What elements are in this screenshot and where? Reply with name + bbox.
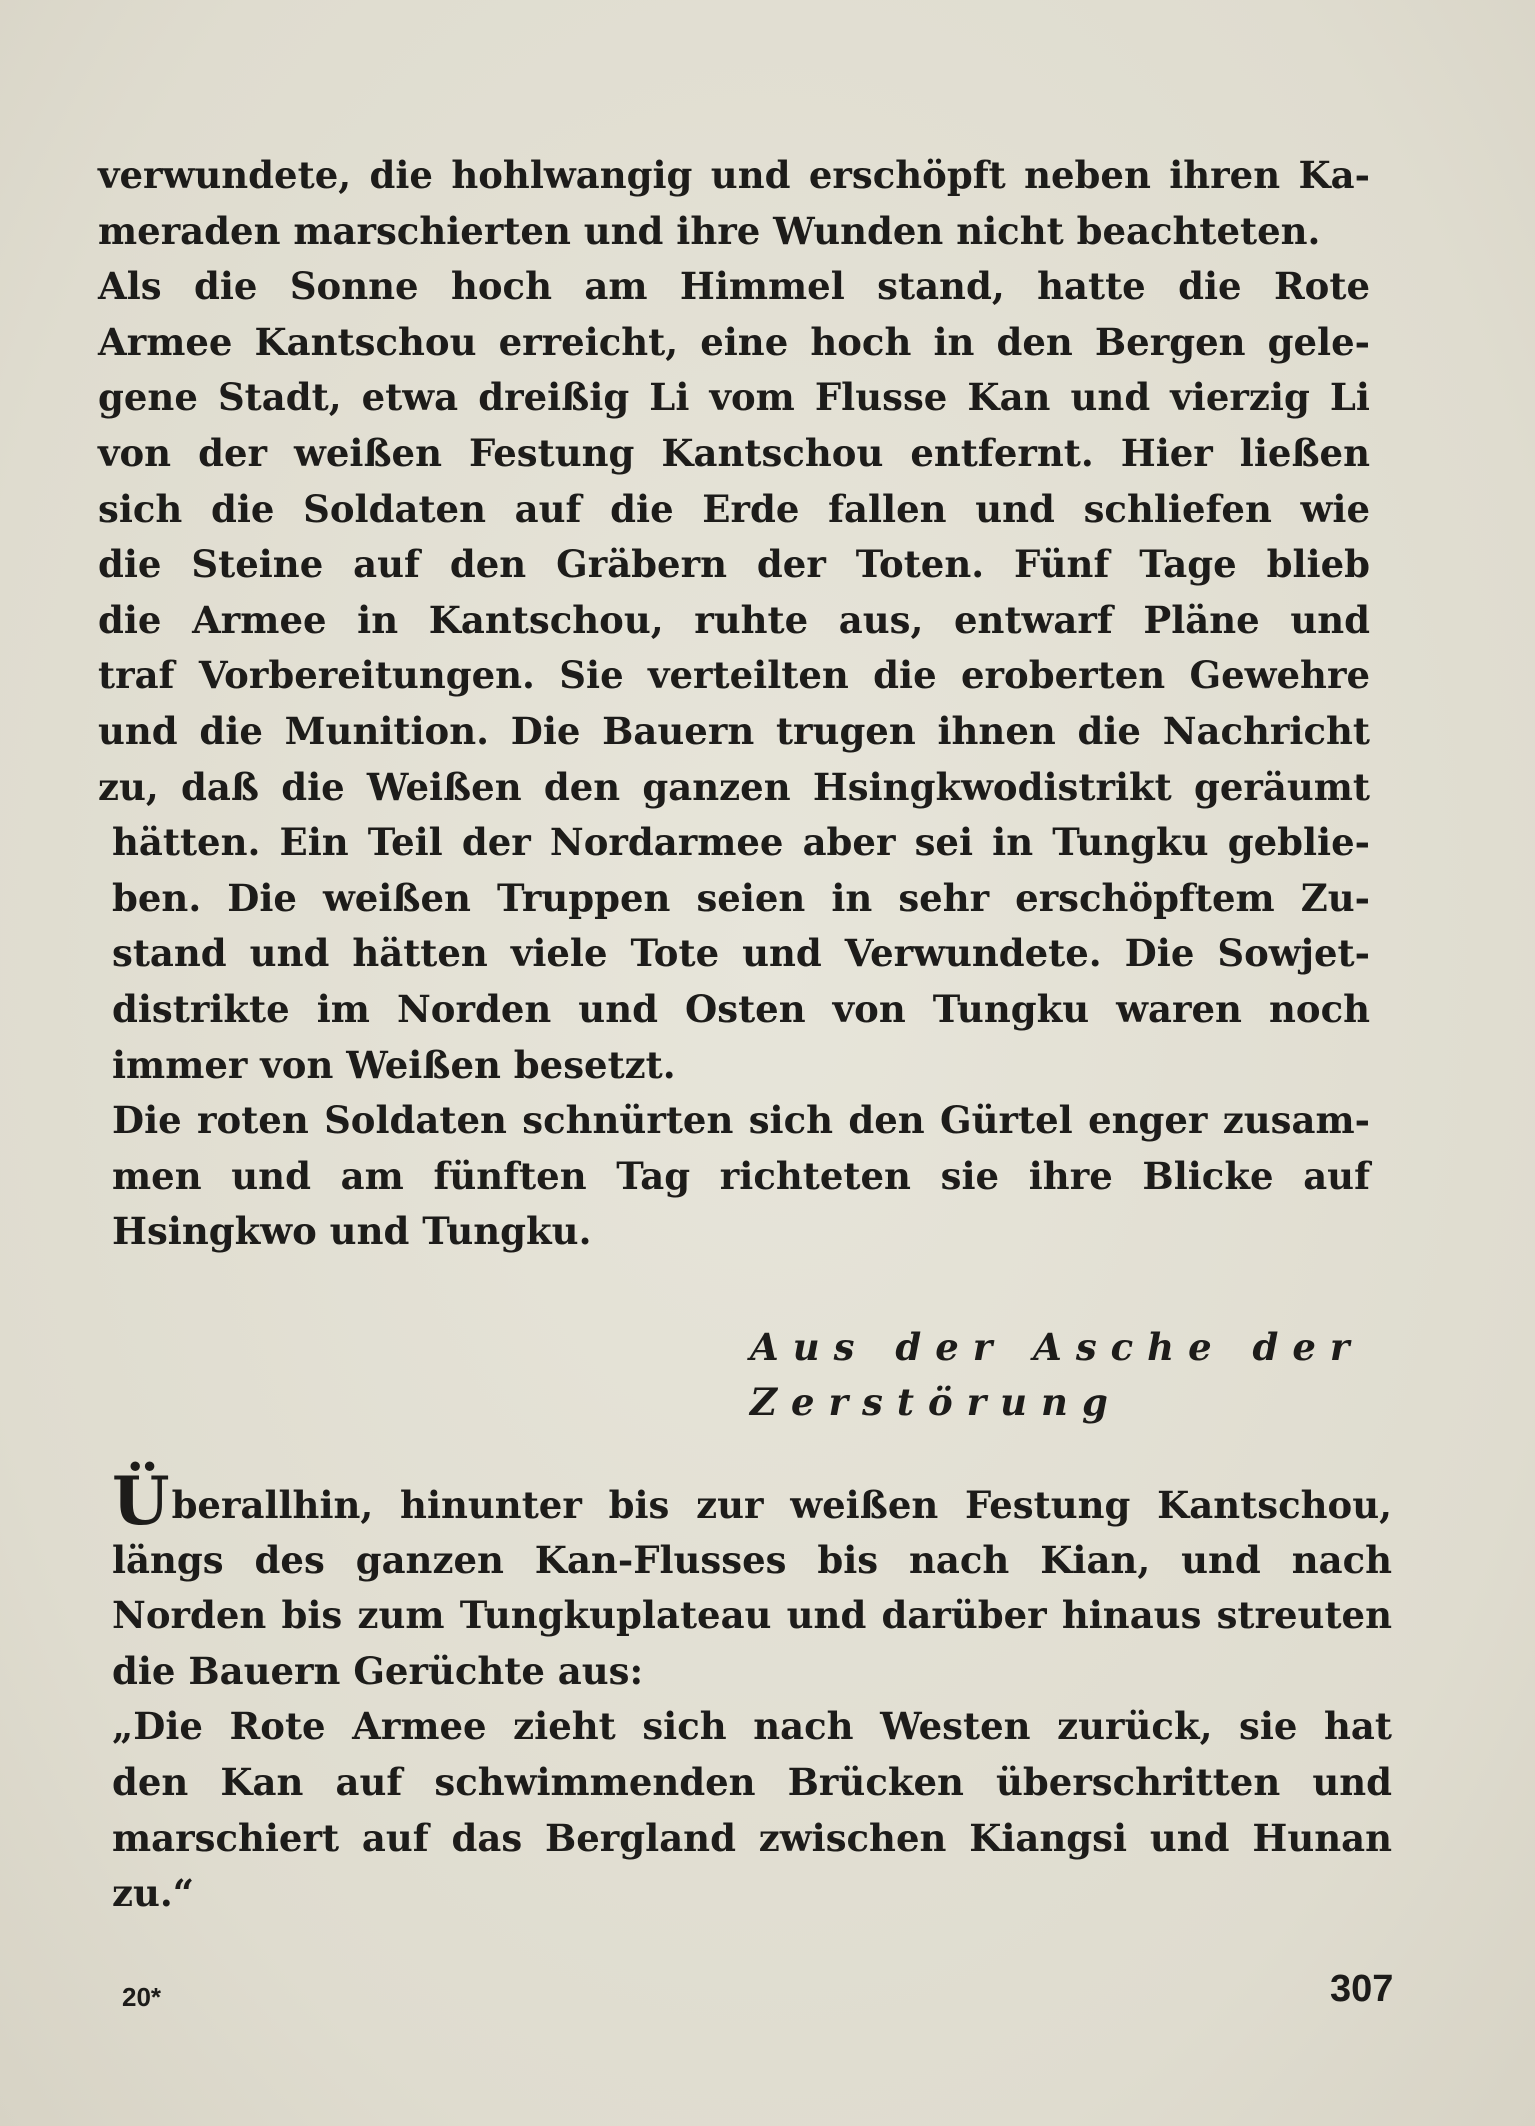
text-line: Armee Kantschou erreicht, eine hoch in den Bergen gele- [98,319,1370,364]
text-line: distrikte im Norden und Osten von Tungku waren noch [112,986,1370,1031]
drop-cap: Ü [112,1462,170,1540]
text-line: zu, daß die Weißen den ganzen Hsingkwodistrikt geräumt [98,764,1370,809]
text-line: die Bauern Gerüchte aus: [112,1648,644,1693]
printer-signature: 20* [122,1982,162,2012]
text-line: die Steine auf den Gräbern der Toten. Fünf Tage blieb [98,542,1370,587]
text-line: sich die Soldaten auf die Erde fallen und schliefen wie [98,486,1370,531]
text-line: längs des ganzen Kan-Flusses bis nach Kian, und nach [112,1537,1392,1582]
body-paragraph-top [98,148,1370,1260]
section-heading [750,1320,1390,1430]
text-line: den Kan auf schwimmenden Brücken überschritten und [112,1759,1392,1804]
text-line: immer von Weißen besetzt. [112,1042,676,1087]
text-line: Norden bis zum Tungkuplateau und darüber hinaus streuten [112,1593,1392,1638]
text-line: verwundete, die hohlwangig und erschöpft neben ihren Ka- [98,153,1370,197]
section-heading-line: Zerstörung [750,1380,1122,1424]
text-line: men und am fünften Tag richteten sie ihre Blicke auf [112,1153,1370,1198]
body-paragraph-bottom [112,1462,1392,1922]
text-line: traf Vorbereitungen. Sie verteilten die eroberten Gewehre [98,653,1370,698]
text-line: ben. Die weißen Truppen seien in sehr erschöpftem Zu- [112,875,1370,920]
text-line: „Die Rote Armee zieht sich nach Westen zurück, sie hat [112,1704,1392,1749]
section-heading-line: Aus der Asche der [750,1325,1364,1369]
text-line: von der weißen Festung Kantschou entfernt. Hier ließen [98,430,1370,475]
text-line: die Armee in Kantschou, ruhte aus, entwarf Pläne und [98,597,1370,642]
text-line: Die roten Soldaten schnürten sich den Gürtel enger zusam- [112,1098,1370,1143]
text-line: zu.“ [112,1871,195,1916]
text-line-first [112,1462,1392,1540]
page-number: 307 [1330,1968,1394,2010]
text-line: gene Stadt, etwa dreißig Li vom Flusse Kan und vierzig Li [98,375,1370,420]
text-line: meraden marschierten und ihre Wunden nicht beachteten. [98,208,1321,253]
first-line-text: berallhin, hinunter bis zur weißen Festung Kantschou, [171,1483,1392,1527]
text-line: Als die Sonne hoch am Himmel stand, hatte die Rote [98,264,1370,309]
text-line: und die Munition. Die Bauern trugen ihnen die Nachricht [98,708,1370,753]
text-line: Hsingkwo und Tungku. [112,1209,592,1254]
text-line: marschiert auf das Bergland zwischen Kiangsi und Hunan [112,1815,1392,1860]
text-line: hätten. Ein Teil der Nordarmee aber sei in Tungku geblie- [112,820,1370,865]
text-line: stand und hätten viele Tote und Verwundete. Die Sowjet- [112,931,1370,976]
